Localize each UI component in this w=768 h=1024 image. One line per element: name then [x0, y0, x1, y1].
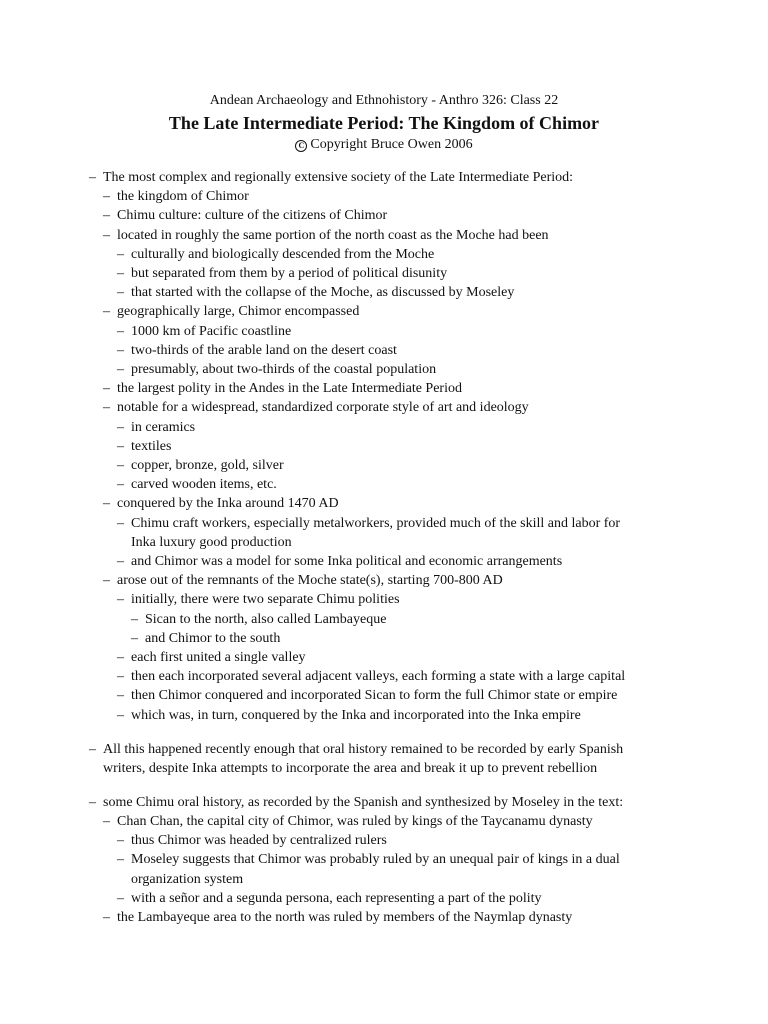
- bullet-dash: –: [117, 515, 124, 531]
- outline-item: [117, 322, 291, 341]
- outline-item: [117, 889, 542, 908]
- outline-item: [103, 571, 503, 590]
- outline-text: thus Chimor was headed by centralized rulers: [131, 833, 387, 849]
- outline-text: arose out of the remnants of the Moche state(s), starting 700-800 AD: [117, 573, 503, 589]
- bullet-dash: –: [103, 910, 110, 925]
- outline-text: and Chimor was a model for some Inka political and economic arrangements: [131, 554, 563, 569]
- page-title: The Late Intermediate Period: The Kingdom of Chimor: [168, 113, 600, 133]
- bullet-dash: –: [103, 304, 110, 320]
- outline-item: [117, 850, 620, 869]
- bullet-dash: –: [117, 890, 124, 906]
- outline-continuation: [131, 870, 243, 889]
- bullet-dash: –: [117, 362, 124, 377]
- outline-item: [103, 379, 462, 398]
- outline-text: located in roughly the same portion of the north coast as the Moche had been: [117, 227, 549, 243]
- outline-text: organization system: [131, 871, 244, 887]
- outline-item: [131, 610, 386, 629]
- copyright-line: [0, 135, 768, 155]
- bullet-dash: –: [117, 650, 124, 665]
- bullet-dash: –: [117, 592, 124, 608]
- outline-text: but separated from them by a period of political disunity: [131, 266, 448, 281]
- outline-text: then Chimor conquered and incorporated Sican to form the full Chimor state or empire: [131, 688, 618, 704]
- outline-text: two-thirds of the arable land on the desert coast: [131, 342, 397, 358]
- bullet-dash: –: [117, 852, 124, 868]
- bullet-dash: –: [131, 611, 138, 627]
- copyright-text: Copyright Bruce Owen 2006: [310, 137, 473, 152]
- outline-item: [117, 245, 434, 264]
- outline-item: [103, 226, 549, 245]
- outline-text: that started with the collapse of the Moche, as discussed by Moseley: [131, 285, 515, 301]
- outline-item: [103, 494, 339, 513]
- outline-text: the kingdom of Chimor: [117, 189, 249, 205]
- outline-item: [117, 514, 620, 533]
- bullet-dash: –: [117, 688, 124, 704]
- outline-text: culturally and biologically descended from the Moche: [131, 246, 435, 262]
- outline-text: the Lambayeque area to the north was ruled by members of the Naymlap dynasty: [117, 910, 573, 925]
- outline-item: [89, 793, 623, 812]
- course-heading: Andean Archaeology and Ethnohistory - Anthro 326: Class 22: [209, 93, 559, 108]
- outline-item: [117, 667, 625, 686]
- outline-text: with a señor and a segunda persona, each representing a part of the polity: [131, 890, 542, 906]
- bullet-dash: –: [103, 400, 110, 416]
- bullet-dash: –: [117, 246, 124, 262]
- outline-item: [117, 648, 306, 667]
- outline-text: notable for a widespread, standardized corporate style of art and ideology: [117, 400, 529, 416]
- outline-text: Chan Chan, the capital city of Chimor, was ruled by kings of the Taycanamu dynasty: [117, 814, 593, 829]
- outline-item: [131, 629, 280, 648]
- outline-text: carved wooden items, etc.: [131, 477, 277, 493]
- outline-item: [117, 418, 195, 437]
- outline-text: and Chimor to the south: [145, 630, 281, 646]
- bullet-dash: –: [89, 741, 96, 757]
- bullet-dash: –: [117, 707, 124, 723]
- outline-text: Sican to the north, also called Lambayeque: [145, 611, 387, 627]
- bullet-dash: –: [103, 227, 110, 243]
- outline-text: Chimu craft workers, especially metalworkers, provided much of the skill and labor for: [131, 515, 621, 531]
- bullet-dash: –: [117, 419, 124, 435]
- outline-item: [117, 264, 447, 283]
- outline-item: [117, 706, 581, 725]
- outline-item: [103, 812, 593, 831]
- outline-item: [117, 475, 277, 494]
- outline-text: The most complex and regionally extensive society of the Late Intermediate Period:: [103, 170, 574, 185]
- bullet-dash: –: [117, 669, 124, 685]
- outline-continuation: [131, 533, 292, 552]
- outline-text: the largest polity in the Andes in the Late Intermediate Period: [117, 381, 462, 397]
- bullet-dash: –: [103, 573, 110, 589]
- outline-text: conquered by the Inka around 1470 AD: [117, 496, 339, 512]
- bullet-dash: –: [103, 381, 110, 397]
- bullet-dash: –: [117, 833, 124, 849]
- outline-text: 1000 km of Pacific coastline: [131, 323, 292, 339]
- outline-item: [117, 283, 514, 302]
- bullet-dash: –: [103, 189, 110, 205]
- bullet-dash: –: [117, 458, 124, 473]
- bullet-dash: –: [89, 170, 96, 185]
- bullet-dash: –: [117, 477, 124, 493]
- bullet-dash: –: [117, 285, 124, 301]
- outline-item: [89, 740, 623, 759]
- outline-item: [103, 187, 249, 206]
- outline-text: writers, despite Inka attempts to incorporate the area and break it up to prevent rebellion: [103, 760, 598, 776]
- outline-item: [117, 437, 171, 456]
- outline-item: [117, 456, 284, 475]
- bullet-dash: –: [117, 342, 124, 358]
- bullet-dash: –: [117, 438, 124, 454]
- outline-item: [117, 686, 617, 705]
- outline-text: Inka luxury good production: [131, 534, 292, 550]
- copyright-icon: C: [295, 140, 307, 152]
- outline-text: then each incorporated several adjacent valleys, each forming a state with a large capital: [131, 669, 626, 685]
- bullet-dash: –: [103, 814, 110, 829]
- outline-text: copper, bronze, gold, silver: [131, 458, 284, 473]
- outline-item: [117, 360, 436, 379]
- outline-text: initially, there were two separate Chimu polities: [131, 592, 400, 608]
- outline-text: Chimu culture: culture of the citizens of Chimor: [117, 208, 388, 224]
- outline-item: [103, 206, 387, 225]
- outline-item: [117, 341, 397, 360]
- outline-text: some Chimu oral history, as recorded by the Spanish and synthesized by Moseley in the text:: [103, 794, 624, 810]
- bullet-dash: –: [131, 630, 138, 646]
- outline-continuation: [103, 759, 597, 778]
- outline-text: Moseley suggests that Chimor was probably ruled by an unequal pair of kings in a dual: [131, 852, 620, 868]
- outline-item: [89, 168, 573, 187]
- outline-item: [117, 831, 387, 850]
- bullet-dash: –: [103, 496, 110, 512]
- outline-text: textiles: [131, 438, 172, 454]
- outline-item: [103, 398, 529, 417]
- outline-item: [103, 908, 572, 927]
- bullet-dash: –: [117, 323, 124, 339]
- outline-text: geographically large, Chimor encompassed: [117, 304, 360, 320]
- bullet-dash: –: [117, 554, 124, 569]
- outline-text: presumably, about two-thirds of the coastal population: [131, 362, 437, 377]
- outline-text: All this happened recently enough that oral history remained to be recorded by early Spanish: [103, 741, 624, 757]
- outline-item: [103, 302, 359, 321]
- outline-item: [117, 552, 562, 571]
- bullet-dash: –: [89, 794, 96, 810]
- bullet-dash: –: [103, 208, 110, 224]
- outline-text: which was, in turn, conquered by the Inka and incorporated into the Inka empire: [131, 707, 581, 723]
- bullet-dash: –: [117, 266, 124, 281]
- outline-text: each first united a single valley: [131, 650, 306, 665]
- outline-text: in ceramics: [131, 419, 196, 435]
- outline-item: [117, 590, 400, 609]
